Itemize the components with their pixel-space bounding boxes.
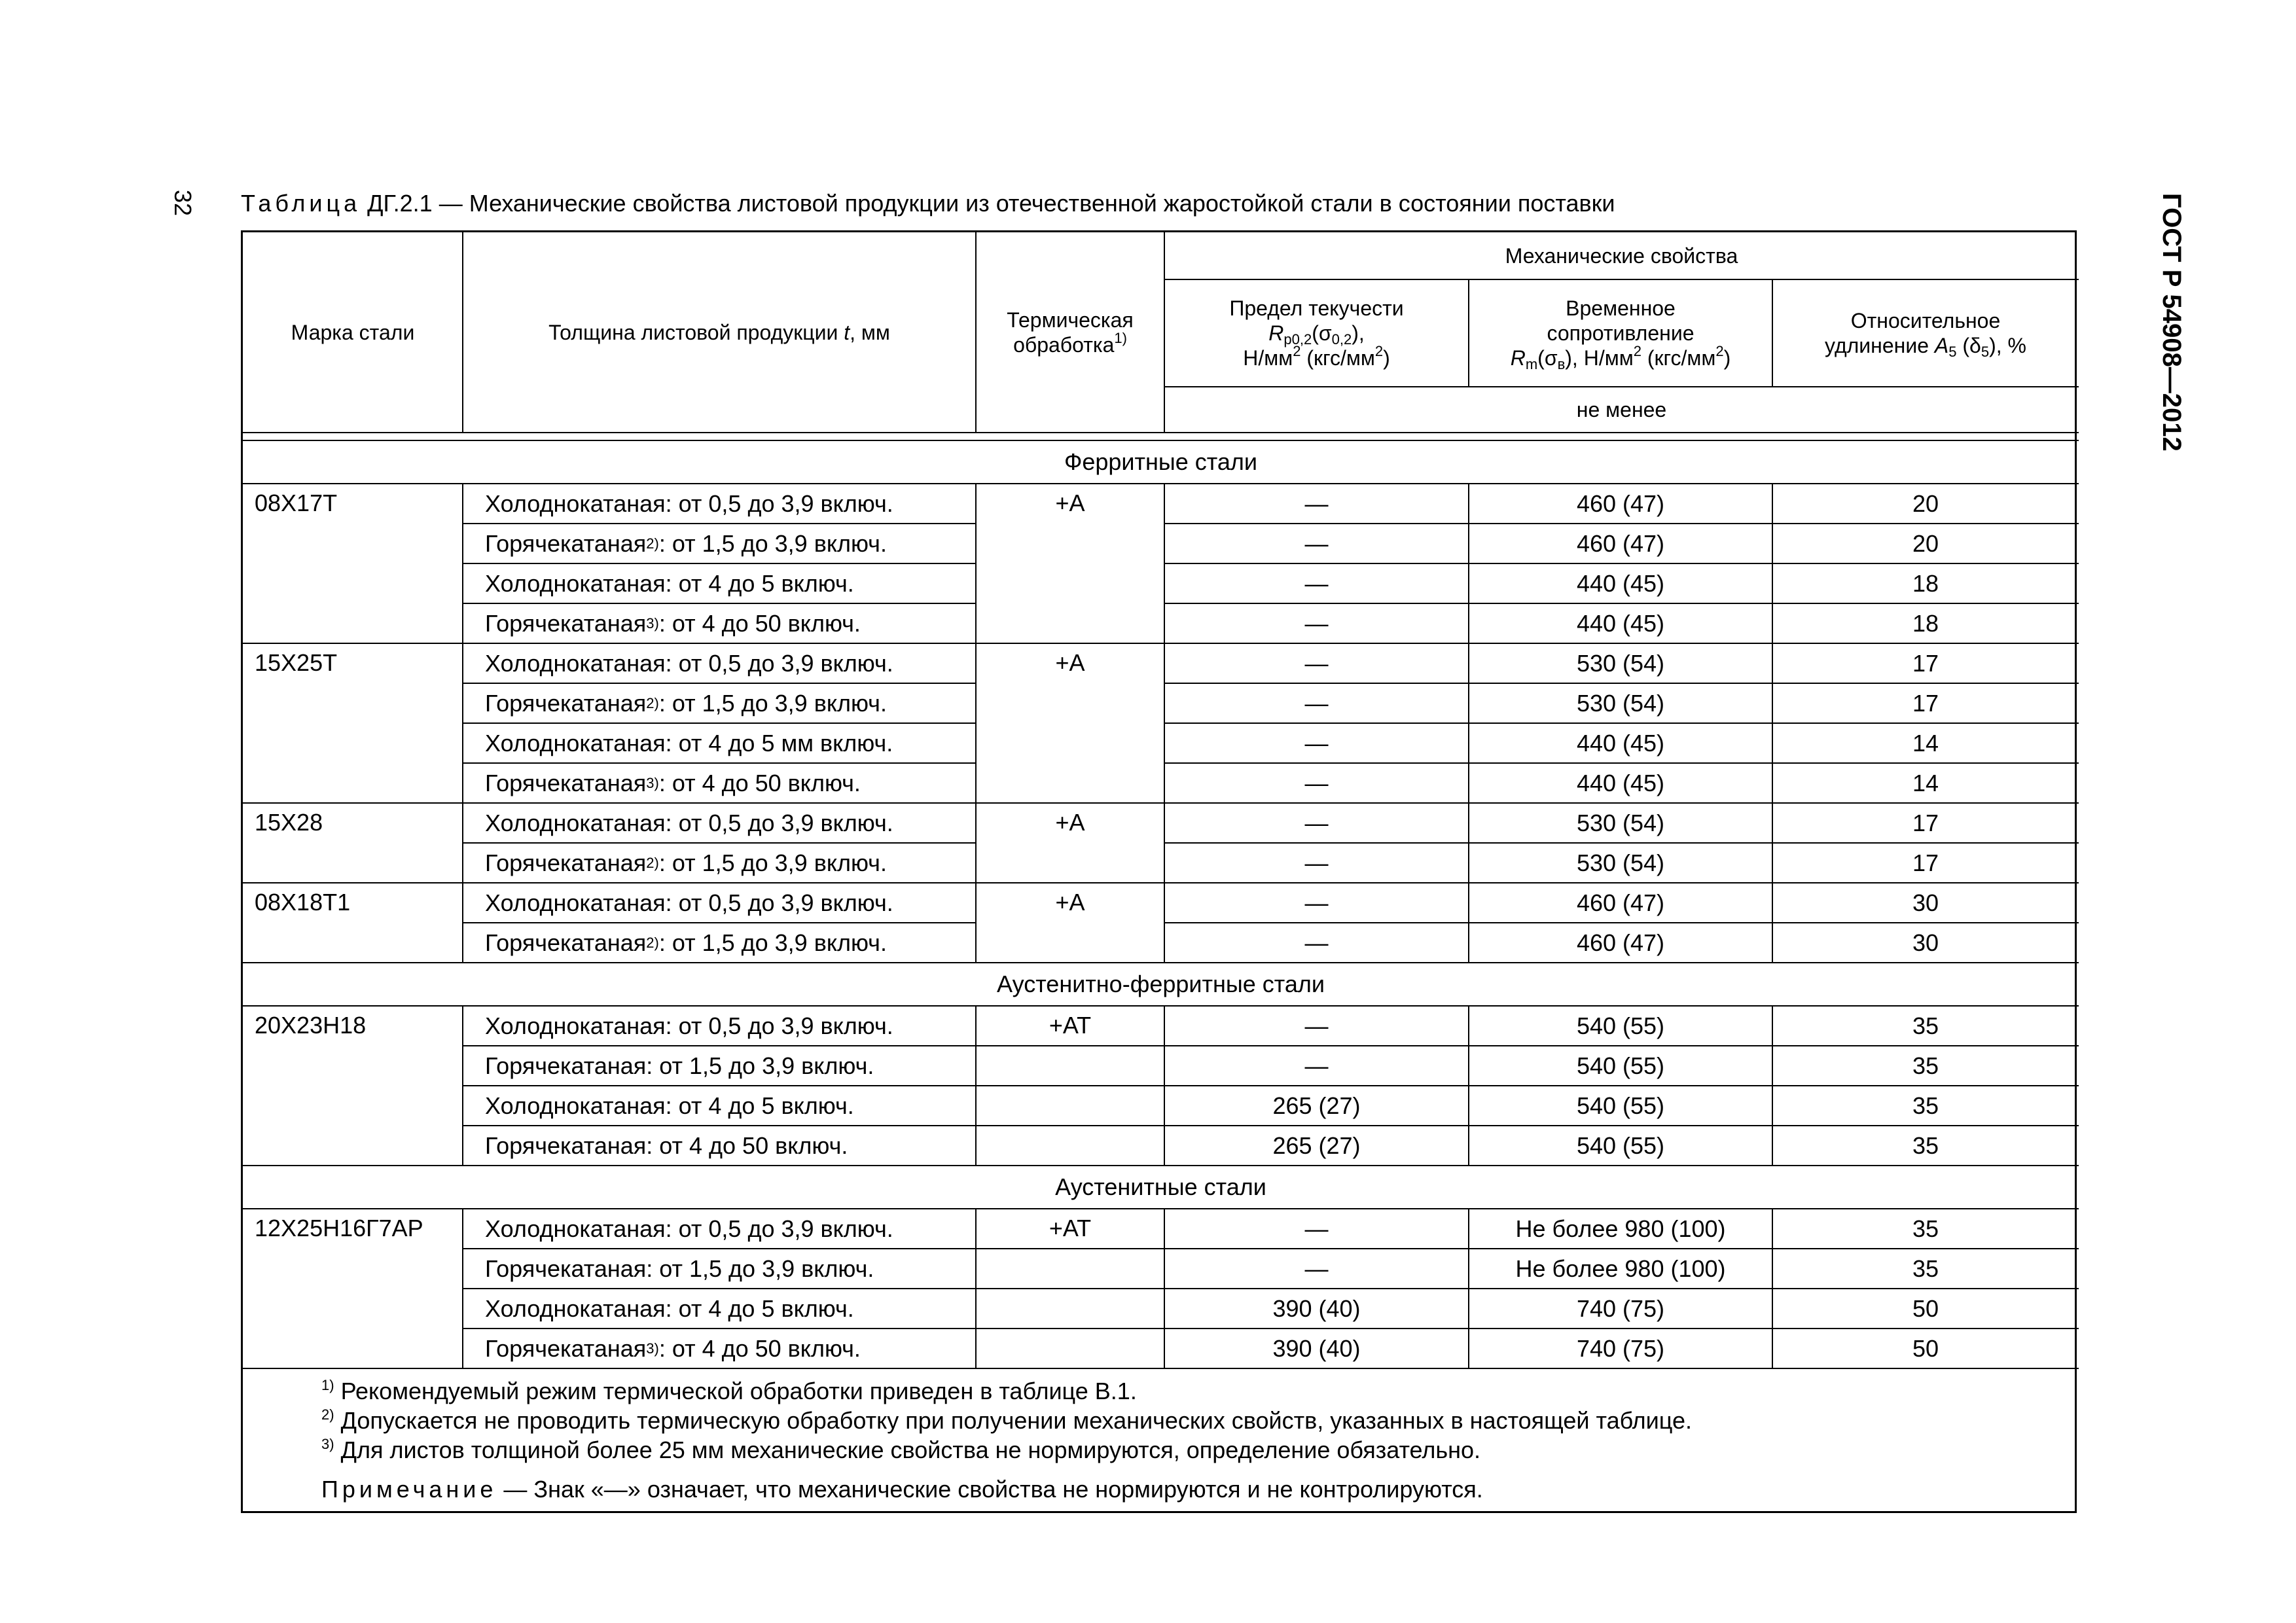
header-grade: [243, 232, 463, 433]
elongation-cell-text: 30: [1912, 929, 1939, 956]
tensile-cell: [1469, 923, 1772, 963]
section-title: [243, 963, 2079, 1006]
thickness-cell: Горячекатаная 2) : от 1,5 до 3,9 включ.: [485, 849, 887, 876]
header-elongation: [1772, 279, 2079, 387]
elong-end: ), %: [1989, 334, 2026, 357]
tensile-cell-text: 440 (45): [1576, 729, 1665, 757]
yield-cell-text: —: [1304, 769, 1329, 796]
elongation-cell-text: 17: [1912, 849, 1939, 876]
rolling-type: Горячекатаная: [485, 1132, 647, 1159]
thickness-range: : от 0,5 до 3,9 включ.: [665, 1215, 893, 1242]
section-title-text: Ферритные стали: [1064, 448, 1258, 475]
yield-cell-text: —: [1304, 1052, 1329, 1079]
thickness-cell: [463, 1126, 976, 1166]
tensile-cell-text: 530 (54): [1576, 849, 1665, 876]
yield-end: ),: [1352, 321, 1365, 345]
footnote-1-mark: 1): [321, 1377, 334, 1393]
footnote-ref-1: 1): [1114, 330, 1127, 346]
steel-grade-text: 12Х25Н16Г7АР: [255, 1215, 423, 1241]
tensile-unit2-sup: 2: [1715, 343, 1724, 359]
tensile-cell-text: Не более 980 (100): [1515, 1215, 1726, 1242]
yield-cell: [1164, 803, 1469, 843]
header-min-note: [1164, 387, 2079, 433]
tensile-cell: [1469, 1249, 1772, 1289]
tensile-cell: [1469, 843, 1772, 883]
tensile-cell: [1469, 1006, 1772, 1046]
header-yield-line3: [1243, 343, 1390, 370]
elongation-cell-text: 35: [1912, 1132, 1939, 1159]
elongation-cell-text: 18: [1912, 569, 1939, 597]
elongation-cell: [1772, 803, 2079, 843]
tensile-cell-text: Не более 980 (100): [1515, 1255, 1726, 1282]
tensile-unit: ), Н/мм: [1565, 346, 1634, 370]
rolling-type: Холоднокатаная: [485, 1215, 666, 1242]
steel-grade: [243, 1006, 463, 1046]
elongation-cell: [1772, 1289, 2079, 1329]
note-label: Примечание: [321, 1476, 497, 1503]
thickness-cell: [463, 1289, 976, 1329]
steel-grade-text: 20Х23Н18: [255, 1012, 367, 1039]
heat-treatment-text: +А: [1055, 809, 1085, 836]
yield-cell-text: —: [1304, 490, 1329, 517]
header-heat-treatment: [976, 232, 1164, 433]
yield-unit2-sup: 2: [1374, 343, 1384, 359]
yield-cell-text: —: [1304, 649, 1329, 677]
thickness-cell: [463, 803, 976, 843]
elong-delta-sub: 5: [1981, 344, 1990, 360]
yield-cell-text: —: [1304, 569, 1329, 597]
tensile-cell-text: 460 (47): [1576, 889, 1665, 916]
yield-unit-end: ): [1383, 346, 1390, 370]
footnote-2: [321, 1407, 1692, 1435]
tensile-cell-text: 530 (54): [1576, 689, 1665, 717]
thickness-cell: [463, 1086, 976, 1126]
elongation-cell-text: 17: [1912, 809, 1939, 836]
document-code: ГОСТ Р 54908—2012: [2157, 193, 2186, 452]
header-heat-line2: [1013, 332, 1127, 357]
rolling-type: Холоднокатаная: [485, 889, 666, 916]
thickness-range: : от 4 до 5 мм включ.: [665, 729, 893, 757]
elongation-cell: [1772, 763, 2079, 803]
elongation-cell-text: 18: [1912, 609, 1939, 637]
elongation-cell-text: 35: [1912, 1052, 1939, 1079]
thickness-range: : от 4 до 50 включ.: [658, 1334, 861, 1362]
heat-treatment: [976, 1006, 1164, 1046]
rolling-type: Горячекатаная: [485, 849, 647, 876]
yield-cell: [1164, 603, 1469, 643]
steel-grade-text: 15Х25Т: [255, 649, 338, 676]
elongation-cell: [1772, 883, 2079, 923]
caption-text: ДГ.2.1 — Механические свойства листовой продукции из отечественной жаростойкой стали в состоянии поставки: [361, 190, 1615, 217]
tensile-cell-text: 540 (55): [1576, 1092, 1665, 1119]
page-number: 32: [170, 190, 196, 217]
thickness-cell: Горячекатаная 3) : от 4 до 50 включ.: [485, 609, 861, 637]
yield-sigma-sub: 0,2: [1331, 331, 1352, 348]
rolling-type: Горячекатаная: [485, 529, 647, 557]
tensile-cell-text: 460 (47): [1576, 929, 1665, 956]
yield-cell-text: 390 (40): [1272, 1294, 1361, 1322]
thickness-cell: [463, 1006, 976, 1046]
thickness-cell: Горячекатаная 2) : от 1,5 до 3,9 включ.: [485, 929, 887, 956]
yield-unit-sup: 2: [1293, 343, 1301, 359]
thickness-range: : от 0,5 до 3,9 включ.: [665, 889, 893, 916]
heat-treatment-text: +АТ: [1049, 1012, 1092, 1039]
thickness-cell: Горячекатаная 3) : от 4 до 50 включ.: [485, 769, 861, 796]
tensile-cell: [1469, 883, 1772, 923]
yield-cell-text: —: [1304, 929, 1329, 956]
thickness-range: : от 4 до 50 включ.: [658, 609, 861, 637]
tensile-cell: [1469, 803, 1772, 843]
thickness-cell: [463, 484, 976, 524]
thickness-range: : от 1,5 до 3,9 включ.: [658, 689, 887, 717]
yield-unit2: (кгс/мм: [1300, 346, 1375, 370]
yield-cell: [1164, 643, 1469, 683]
header-elongation-line2: [1825, 333, 2026, 358]
elongation-cell: [1772, 1006, 2079, 1046]
tensile-symbol: R: [1510, 346, 1526, 370]
yield-cell-text: 265 (27): [1272, 1132, 1361, 1159]
steel-grade: [243, 484, 463, 524]
header-elongation-line1: Относительное: [1850, 309, 2001, 332]
yield-cell: [1164, 763, 1469, 803]
header-yield-line1: Предел текучести: [1229, 296, 1404, 320]
thickness-cell: [463, 723, 976, 763]
yield-cell-text: 265 (27): [1272, 1092, 1361, 1119]
tensile-cell-text: 440 (45): [1576, 769, 1665, 796]
thickness-cell: Горячекатаная 3) : от 4 до 50 включ.: [485, 1334, 861, 1362]
elong-delta: (δ: [1956, 334, 1981, 357]
yield-cell-text: —: [1304, 849, 1329, 876]
elongation-cell-text: 30: [1912, 889, 1939, 916]
tensile-cell-text: 460 (47): [1576, 490, 1665, 517]
steel-grade: [243, 883, 463, 923]
yield-cell-text: —: [1304, 809, 1329, 836]
yield-sub: p0,2: [1283, 331, 1312, 348]
yield-cell-text: —: [1304, 1215, 1329, 1242]
thickness-cell: [463, 643, 976, 683]
rolling-type: Горячекатаная: [485, 609, 647, 637]
header-tensile-line2: сопротивление: [1547, 321, 1695, 345]
steel-grade-text: 08Х18Т1: [255, 889, 351, 916]
heat-treatment: [976, 883, 1164, 923]
thickness-range: : от 1,5 до 3,9 включ.: [646, 1052, 874, 1079]
yield-cell-text: —: [1304, 609, 1329, 637]
tensile-sub: m: [1525, 356, 1538, 372]
thickness-range: : от 0,5 до 3,9 включ.: [665, 649, 893, 677]
elongation-cell-text: 35: [1912, 1092, 1939, 1119]
thickness-range: : от 0,5 до 3,9 включ.: [665, 490, 893, 517]
header-heat-word: обработка: [1013, 333, 1115, 357]
rolling-type: Горячекатаная: [485, 1052, 647, 1079]
thickness-range: : от 4 до 50 включ.: [658, 769, 861, 796]
header-thickness: [463, 232, 976, 433]
heat-treatment-text: +А: [1055, 490, 1085, 516]
yield-cell: [1164, 524, 1469, 563]
tensile-cell: [1469, 1209, 1772, 1249]
elongation-cell-text: 14: [1912, 729, 1939, 757]
header-thickness-label: [548, 320, 890, 345]
header-min-note-label: не менее: [1576, 398, 1667, 421]
yield-cell: [1164, 1249, 1469, 1289]
yield-sigma: (σ: [1312, 321, 1332, 345]
steel-grade: [243, 643, 463, 683]
elongation-cell: [1772, 563, 2079, 603]
rolling-type: Холоднокатаная: [485, 569, 666, 597]
header-mechanical: [1164, 232, 2079, 279]
elongation-cell: [1772, 1086, 2079, 1126]
section-title-text: Аустенитно-ферритные стали: [997, 971, 1325, 997]
tensile-unit2: (кгс/мм: [1641, 346, 1716, 370]
rolling-type: Холоднокатаная: [485, 1012, 666, 1039]
rolling-type: Холоднокатаная: [485, 1294, 666, 1322]
table-note: [321, 1476, 1483, 1503]
tensile-cell: [1469, 763, 1772, 803]
tensile-cell: [1469, 723, 1772, 763]
elongation-cell-text: 50: [1912, 1294, 1939, 1322]
thickness-range: : от 1,5 до 3,9 включ.: [658, 529, 887, 557]
yield-cell: [1164, 1006, 1469, 1046]
rolling-type: Холоднокатаная: [485, 1092, 666, 1119]
elongation-cell-text: 20: [1912, 490, 1939, 517]
tensile-cell-text: 740 (75): [1576, 1294, 1665, 1322]
tensile-sigma-sub: в: [1557, 356, 1566, 372]
yield-unit: Н/мм: [1243, 346, 1293, 370]
elongation-cell: [1772, 683, 2079, 723]
section-title: [243, 1166, 2079, 1209]
section-title: [243, 440, 2079, 484]
yield-symbol: R: [1268, 321, 1284, 345]
thickness-cell: [463, 563, 976, 603]
tensile-cell-text: 540 (55): [1576, 1012, 1665, 1039]
elongation-cell: [1772, 603, 2079, 643]
yield-cell: [1164, 1086, 1469, 1126]
thickness-cell: [463, 883, 976, 923]
footnote-1-text: Рекомендуемый режим термической обработки приведен в таблице В.1.: [334, 1378, 1137, 1404]
elongation-cell: [1772, 484, 2079, 524]
thickness-range: : от 1,5 до 3,9 включ.: [658, 849, 887, 876]
yield-cell-text: 390 (40): [1272, 1334, 1361, 1362]
steel-grade: [243, 1209, 463, 1249]
elongation-cell: [1772, 524, 2079, 563]
tensile-cell-text: 460 (47): [1576, 529, 1665, 557]
yield-cell-text: —: [1304, 1012, 1329, 1039]
elongation-cell-text: 17: [1912, 689, 1939, 717]
header-thickness-post: , мм: [850, 321, 890, 344]
heat-treatment-text: +АТ: [1049, 1215, 1092, 1241]
heat-treatment-text: +А: [1055, 649, 1085, 676]
rolling-type: Горячекатаная: [485, 929, 647, 956]
yield-cell: [1164, 563, 1469, 603]
rolling-type: Горячекатаная: [485, 1255, 647, 1282]
yield-cell-text: —: [1304, 729, 1329, 757]
thickness-range: : от 4 до 5 включ.: [665, 569, 854, 597]
elongation-cell-text: 50: [1912, 1334, 1939, 1362]
mechanical-properties-table: [241, 230, 2077, 1513]
elongation-cell: [1772, 723, 2079, 763]
elongation-cell-text: 35: [1912, 1012, 1939, 1039]
tensile-cell: [1469, 484, 1772, 524]
tensile-cell-text: 740 (75): [1576, 1334, 1665, 1362]
thickness-cell: Горячекатаная 2) : от 1,5 до 3,9 включ.: [485, 529, 887, 557]
yield-cell-text: —: [1304, 529, 1329, 557]
heat-treatment: [976, 484, 1164, 524]
yield-cell: [1164, 683, 1469, 723]
elong-symbol: A: [1934, 334, 1949, 357]
yield-cell: [1164, 883, 1469, 923]
tensile-cell: [1469, 683, 1772, 723]
header-tensile: [1469, 279, 1772, 387]
tensile-unit-sup: 2: [1633, 343, 1641, 359]
tensile-cell-text: 440 (45): [1576, 609, 1665, 637]
tensile-cell: [1469, 603, 1772, 643]
footnote-2-mark: 2): [321, 1406, 334, 1423]
table-caption: [241, 190, 1615, 217]
heat-treatment: [976, 803, 1164, 843]
header-heat-line1: Термическая: [1007, 308, 1134, 332]
header-yield-line2: [1268, 321, 1364, 346]
elongation-cell: [1772, 1046, 2079, 1086]
elong-pre: удлинение: [1825, 334, 1935, 357]
header-tensile-line3: [1510, 343, 1731, 372]
header-yield: [1164, 279, 1469, 387]
steel-grade: [243, 803, 463, 843]
elongation-cell: [1772, 1209, 2079, 1249]
section-title-text: Аустенитные стали: [1055, 1173, 1266, 1200]
thickness-range: : от 4 до 5 включ.: [665, 1092, 854, 1119]
elongation-cell: [1772, 843, 2079, 883]
footnote-2-text: Допускается не проводить термическую обработку при получении механических свойств, указанных в настоящей таблице.: [334, 1407, 1692, 1434]
elongation-cell: [1772, 1329, 2079, 1368]
footnote-3-text: Для листов толщиной более 25 мм механические свойства не нормируются, определение обязательно.: [334, 1436, 1481, 1463]
tensile-cell-text: 440 (45): [1576, 569, 1665, 597]
footnote-3: [321, 1436, 1480, 1464]
thickness-cell: Горячекатаная 2) : от 1,5 до 3,9 включ.: [485, 689, 887, 717]
elongation-cell-text: 17: [1912, 649, 1939, 677]
rolling-type: Холоднокатаная: [485, 809, 666, 836]
elongation-cell-text: 20: [1912, 529, 1939, 557]
header-mechanical-label: Механические свойства: [1505, 244, 1738, 268]
rolling-type: Горячекатаная: [485, 689, 647, 717]
elongation-cell-text: 14: [1912, 769, 1939, 796]
tensile-cell: [1469, 1126, 1772, 1166]
yield-cell-text: —: [1304, 889, 1329, 916]
heat-treatment: [976, 643, 1164, 683]
thickness-range: : от 1,5 до 3,9 включ.: [658, 929, 887, 956]
tensile-cell-text: 530 (54): [1576, 649, 1665, 677]
yield-cell: [1164, 923, 1469, 963]
header-thickness-pre: Толщина листовой продукции: [548, 321, 844, 344]
rolling-type: Холоднокатаная: [485, 729, 666, 757]
rolling-type: Холоднокатаная: [485, 649, 666, 677]
thickness-range: : от 1,5 до 3,9 включ.: [646, 1255, 874, 1282]
elongation-cell: [1772, 1126, 2079, 1166]
elongation-cell-text: 35: [1912, 1255, 1939, 1282]
yield-cell-text: —: [1304, 689, 1329, 717]
yield-cell: [1164, 1126, 1469, 1166]
tensile-sigma: (σ: [1537, 346, 1558, 370]
tensile-cell: [1469, 643, 1772, 683]
elongation-cell: [1772, 643, 2079, 683]
tensile-unit-end: ): [1723, 346, 1731, 370]
rolling-type: Холоднокатаная: [485, 490, 666, 517]
yield-cell: [1164, 484, 1469, 524]
yield-cell: [1164, 1209, 1469, 1249]
yield-cell-text: —: [1304, 1255, 1329, 1282]
elongation-cell-text: 35: [1912, 1215, 1939, 1242]
tensile-cell: [1469, 1046, 1772, 1086]
tensile-cell: [1469, 1289, 1772, 1329]
footnote-1: [321, 1378, 1137, 1405]
heat-treatment: [976, 1209, 1164, 1249]
elongation-cell: [1772, 1249, 2079, 1289]
elong-sub: 5: [1948, 344, 1957, 360]
yield-cell: [1164, 1289, 1469, 1329]
tensile-cell-text: 540 (55): [1576, 1052, 1665, 1079]
header-thickness-var: t: [844, 321, 850, 344]
steel-grade-text: 15Х28: [255, 809, 323, 836]
tensile-cell: [1469, 1329, 1772, 1368]
note-text: — Знак «—» означает, что механические свойства не нормируются и не контролируются.: [497, 1476, 1483, 1503]
thickness-range: : от 0,5 до 3,9 включ.: [665, 809, 893, 836]
thickness-range: : от 0,5 до 3,9 включ.: [665, 1012, 893, 1039]
footnote-3-mark: 3): [321, 1436, 334, 1452]
header-tensile-line1: Временное: [1566, 296, 1676, 320]
steel-grade-text: 08Х17Т: [255, 490, 338, 516]
yield-cell: [1164, 843, 1469, 883]
tensile-cell: [1469, 524, 1772, 563]
rolling-type: Горячекатаная: [485, 769, 647, 796]
tensile-cell: [1469, 563, 1772, 603]
thickness-cell: [463, 1209, 976, 1249]
rolling-type: Горячекатаная: [485, 1334, 647, 1362]
header-grade-label: Марка стали: [291, 321, 415, 344]
caption-prefix: Таблица: [241, 190, 361, 217]
elongation-cell: [1772, 923, 2079, 963]
tensile-cell-text: 540 (55): [1576, 1132, 1665, 1159]
heat-treatment-text: +А: [1055, 889, 1085, 916]
thickness-cell: [463, 1046, 976, 1086]
thickness-range: : от 4 до 50 включ.: [646, 1132, 848, 1159]
yield-cell: [1164, 723, 1469, 763]
yield-cell: [1164, 1046, 1469, 1086]
yield-cell: [1164, 1329, 1469, 1368]
tensile-cell-text: 530 (54): [1576, 809, 1665, 836]
thickness-range: : от 4 до 5 включ.: [665, 1294, 854, 1322]
tensile-cell: [1469, 1086, 1772, 1126]
thickness-cell: [463, 1249, 976, 1289]
